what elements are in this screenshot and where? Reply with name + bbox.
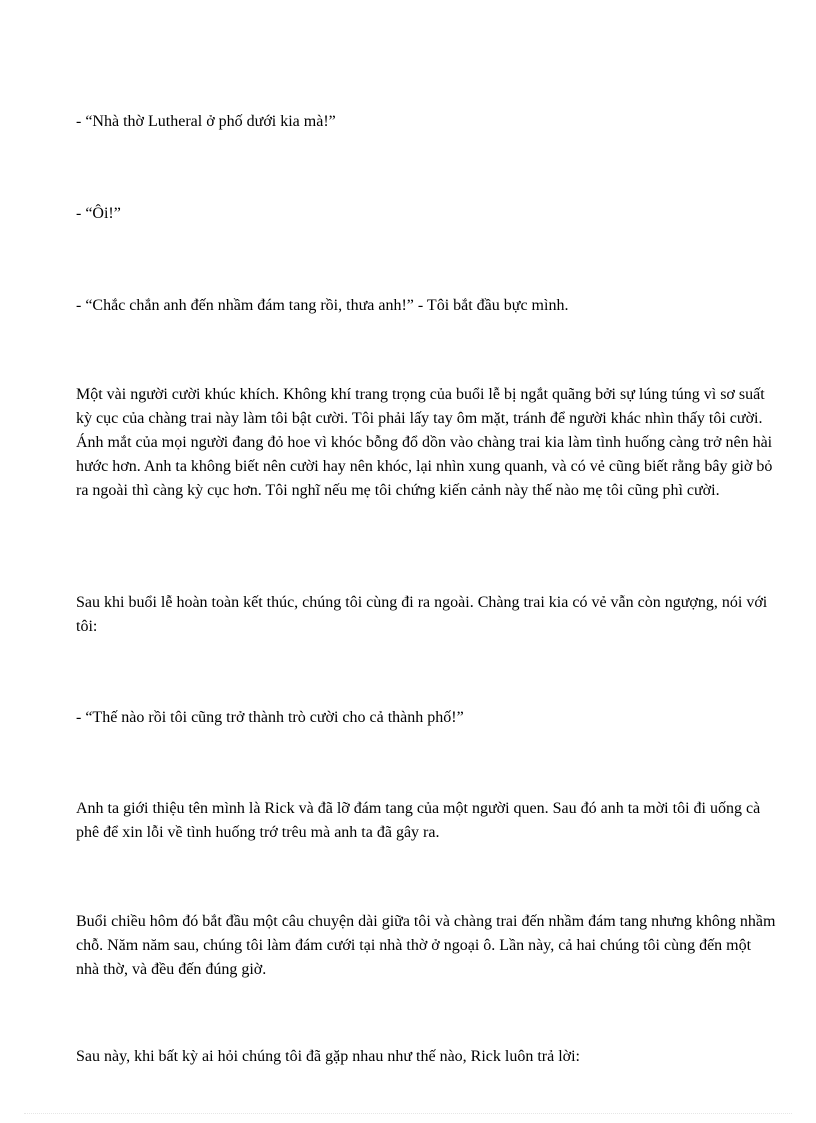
paragraph-after-ceremony: Sau khi buổi lễ hoàn toàn kết thúc, chúng tôi cùng đi ra ngoài. Chàng trai kia có vẻ vẫn còn ngượng, nói với tôi: (76, 594, 768, 635)
dialogue-line-lutheran-church: - “Nhà thờ Lutheral ở phố dưới kia mà!” (76, 113, 336, 130)
dialogue-line-wrong-funeral: - “Chắc chắn anh đến nhầm đám tang rồi, thưa anh!” - Tôi bắt đầu bực mình. (76, 297, 569, 314)
paragraph-laughter: Một vài người cười khúc khích. Không khí trang trọng của buổi lễ bị ngắt quãng bởi sự lúng túng vì sơ suất kỳ cục của chàng trai này làm tôi bật cười. Tôi phải lấy tay ôm mặt, tránh để người khác nhìn thấy tôi cười. Ánh mắt của mọi người đang đỏ hoe vì khóc bỗng đổ dồn vào chàng trai kia làm tình huống càng trở nên hài hước hơn. Anh ta không biết nên cười hay nên khóc, lại nhìn xung quanh, và có vẻ cũng biết rằng bây giờ bỏ ra ngoài thì càng kỳ cục hơn. Tôi nghĩ nếu mẹ tôi chứng kiến cảnh này thế nào mẹ tôi cũng phì cười. (76, 386, 773, 499)
page-bottom-divider (24, 1113, 792, 1114)
paragraph-rick-answer: Sau này, khi bất kỳ ai hỏi chúng tôi đã gặp nhau như thế nào, Rick luôn trả lời: (76, 1048, 580, 1065)
paragraph-rick-introduction: Anh ta giới thiệu tên mình là Rick và đã lỡ đám tang của một người quen. Sau đó anh ta mời tôi đi uống cà phê để xin lỗi về tình huống trớ trêu mà anh ta đã gây ra. (76, 800, 761, 841)
dialogue-line-laughing-stock: - “Thế nào rồi tôi cũng trở thành trò cười cho cả thành phố!” (76, 709, 464, 726)
dialogue-line-oi: - “Ôi!” (76, 205, 121, 222)
paragraph-wedding: Buổi chiều hôm đó bắt đầu một câu chuyện dài giữa tôi và chàng trai đến nhầm đám tang nhưng không nhầm chỗ. Năm năm sau, chúng tôi làm đám cưới tại nhà thờ ở ngoại ô. Lần này, cả hai chúng tôi cùng đến một nhà thờ, và đều đến đúng giờ. (76, 913, 776, 978)
